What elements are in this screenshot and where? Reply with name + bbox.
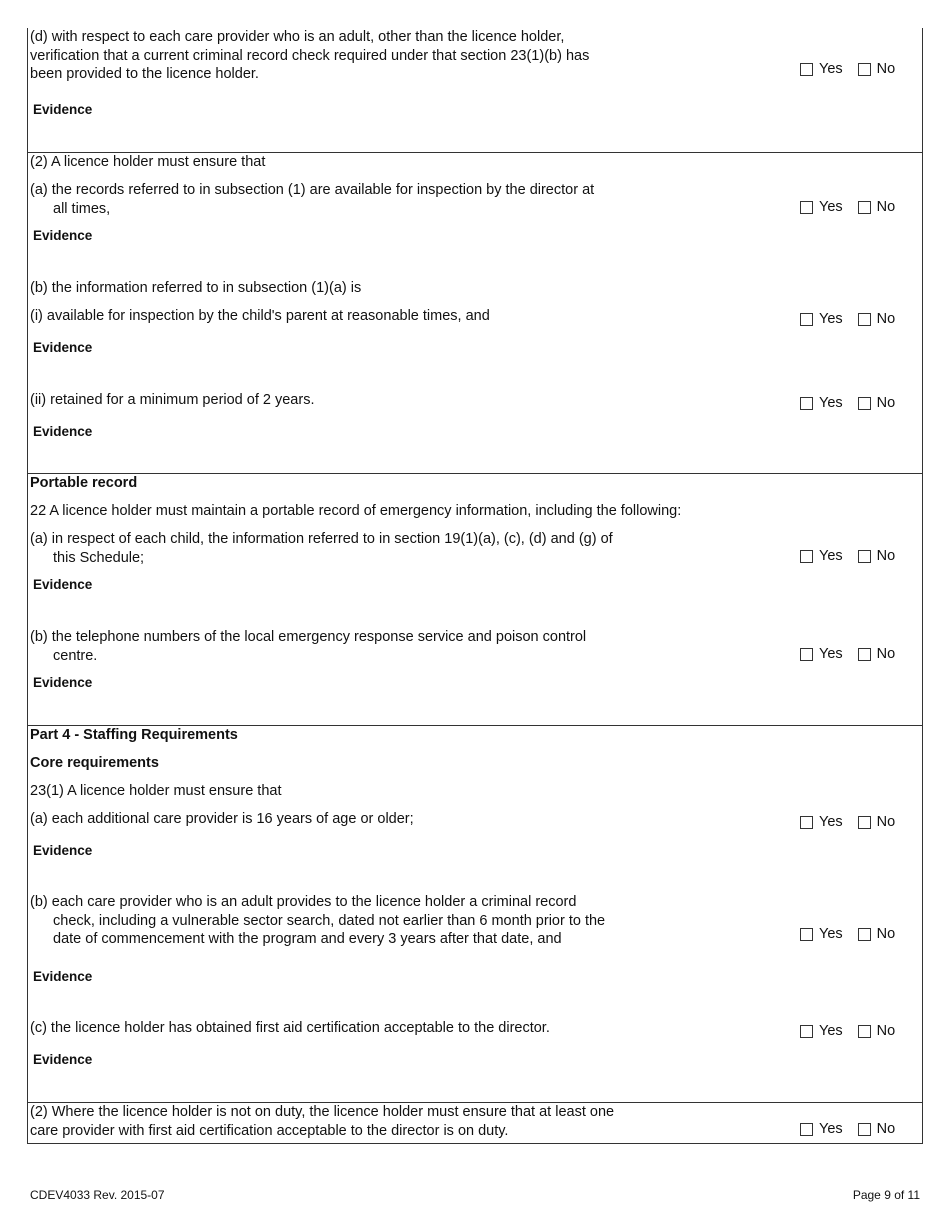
evidence-label: Evidence (33, 1052, 93, 1067)
page-number: Page 9 of 11 (852, 1188, 920, 1202)
item-2a-text: (a) the records referred to in subsection (1) are available for inspection by the director at all times, (30, 182, 595, 217)
no-checkbox[interactable] (858, 397, 871, 410)
item-23a-text: (a) each additional care provider is 16 years of age or older; (30, 811, 414, 827)
evidence-label: Evidence (33, 675, 93, 690)
yes-no-group: Yes No (800, 548, 895, 564)
yes-checkbox[interactable] (800, 1025, 813, 1038)
no-checkbox[interactable] (858, 648, 871, 661)
core-requirements-heading: Core requirements (30, 755, 159, 771)
form-id: CDEV4033 Rev. 2015-07 (30, 1188, 165, 1202)
item-22b-text: (b) the telephone numbers of the local emergency response service and poison control centre. (30, 629, 587, 664)
yes-checkbox[interactable] (800, 397, 813, 410)
section-22-intro: 22 A licence holder must maintain a portable record of emergency information, including the following: (30, 503, 682, 519)
yes-no-group: Yes No (800, 311, 895, 327)
evidence-label: Evidence (33, 340, 93, 355)
yes-checkbox[interactable] (800, 550, 813, 563)
evidence-label: Evidence (33, 577, 93, 592)
yes-no-group: Yes No (800, 926, 895, 942)
no-checkbox[interactable] (858, 1123, 871, 1136)
yes-no-group: Yes No (800, 1121, 895, 1137)
yes-checkbox[interactable] (800, 816, 813, 829)
section-23-intro: 23(1) A licence holder must ensure that (30, 783, 282, 799)
no-checkbox[interactable] (858, 201, 871, 214)
yes-no-group: Yes No (800, 61, 895, 77)
evidence-label: Evidence (33, 843, 93, 858)
evidence-label: Evidence (33, 228, 93, 243)
no-checkbox[interactable] (858, 1025, 871, 1038)
item-2b-i-text: (i) available for inspection by the child's parent at reasonable times, and (30, 308, 490, 324)
no-checkbox[interactable] (858, 550, 871, 563)
yes-checkbox[interactable] (800, 63, 813, 76)
yes-no-group: Yes No (800, 1023, 895, 1039)
item-23c-text: (c) the licence holder has obtained first aid certification acceptable to the director. (30, 1020, 550, 1036)
yes-no-group: Yes No (800, 814, 895, 830)
yes-no-group: Yes No (800, 646, 895, 662)
yes-checkbox[interactable] (800, 1123, 813, 1136)
yes-checkbox[interactable] (800, 648, 813, 661)
yes-checkbox[interactable] (800, 201, 813, 214)
portable-record-heading: Portable record (30, 475, 138, 491)
item-2b-ii-text: (ii) retained for a minimum period of 2 years. (30, 392, 315, 408)
item-d-text: (d) with respect to each care provider who is an adult, other than the licence holder, verification that a current criminal record check required under that section 23(1)(b) has been provided to the licence holder. (30, 29, 590, 82)
item-23b-text: (b) each care provider who is an adult provides to the licence holder a criminal record check, including a vulnerable sector search, dated not earlier than 6 month prior to the date of commencement with the program and every 3 years after that date, and (30, 894, 606, 947)
evidence-label: Evidence (33, 424, 93, 439)
no-checkbox[interactable] (858, 816, 871, 829)
item-22a-text: (a) in respect of each child, the information referred to in section 19(1)(a), (c), (d) and (g) of this Schedule; (30, 531, 613, 566)
divider (27, 1143, 923, 1144)
no-checkbox[interactable] (858, 63, 871, 76)
evidence-label: Evidence (33, 969, 93, 984)
item-23-2-text: (2) Where the licence holder is not on duty, the licence holder must ensure that at least one care provider with first aid certification acceptable to the director is on duty. (30, 1104, 615, 1139)
yes-no-group: Yes No (800, 199, 895, 215)
yes-checkbox[interactable] (800, 313, 813, 326)
no-checkbox[interactable] (858, 313, 871, 326)
evidence-label: Evidence (33, 102, 93, 117)
yes-checkbox[interactable] (800, 928, 813, 941)
no-checkbox[interactable] (858, 928, 871, 941)
part-4-heading: Part 4 - Staffing Requirements (30, 727, 238, 743)
yes-no-group: Yes No (800, 395, 895, 411)
divider (27, 473, 923, 474)
item-2b-text: (b) the information referred to in subsection (1)(a) is (30, 280, 362, 296)
section-2-intro: (2) A licence holder must ensure that (30, 154, 266, 170)
